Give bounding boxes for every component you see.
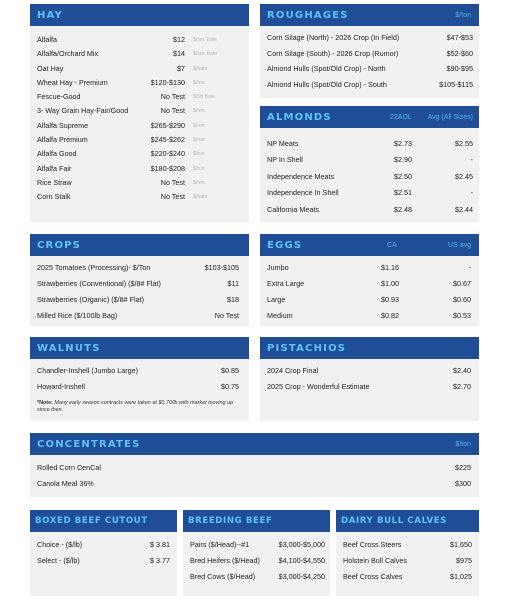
table-row: Alfalfa Good $220-$240 $/ton — [37, 149, 205, 159]
eggs-col2: US avg — [448, 241, 471, 249]
table-row: NP In Shell $2.90 - — [267, 155, 473, 165]
table-row: Fescue-Good No Test $/5ft Bale — [37, 92, 215, 102]
table-row: Corn Silage (South) - 2026 Crop (Rumor) $52-$60 — [267, 48, 473, 58]
table-row: Independence Meats $2.50 $2.45 — [267, 171, 473, 181]
boxed-beef-card — [30, 510, 177, 596]
boxed-beef-header — [30, 510, 177, 532]
table-row: NP Meats $2.73 $2.55 — [267, 139, 473, 148]
crops-header — [30, 234, 249, 256]
concentrates-title: CONCENTRATES — [37, 438, 141, 450]
table-row: 3- Way Grain Hay-Fair/Good No Test $/ton — [37, 106, 205, 116]
table-row: Wheat Hay - Premium $120-$130 $/ton — [37, 77, 205, 87]
concentrates-unit: $/ton — [455, 440, 471, 448]
table-row: Medium $0.82 $0.53 — [267, 311, 471, 320]
walnuts-header — [30, 337, 249, 359]
eggs-title: EGGS — [267, 239, 303, 251]
hay-title: HAY — [37, 9, 63, 21]
table-row: Bred Heifers ($/Head) $4,100-$4,550 — [190, 556, 325, 565]
table-row: Holstein Bull Calves $975 — [343, 556, 472, 565]
dairy-bull-header — [336, 510, 479, 532]
table-row: Alfalfa Premium $245-$262 $/ton — [37, 135, 205, 145]
walnuts-card — [30, 337, 249, 421]
walnuts-note: *Note: Many early season contracts were taken at $0.70/lb with market moving up since then. — [37, 400, 233, 413]
table-row: Jumbo $1.16 - — [267, 263, 471, 272]
table-row: Alfalfa $12 $/sm. bale — [37, 35, 217, 44]
table-row: Choice - ($/lb) $ 3.81 — [37, 540, 170, 549]
crops-card — [30, 234, 249, 326]
almonds-header — [260, 106, 479, 128]
roughages-header — [260, 4, 479, 26]
almonds-col2: Avg (All Sizes) — [427, 113, 473, 121]
table-row: 2025 Crop - Wonderful Estimate $2.70 — [267, 382, 471, 391]
roughages-title: ROUGHAGES — [267, 9, 349, 21]
table-row: 2025 Tomatoes (Processing)- $/Ton $103-$105 — [37, 263, 239, 272]
table-row: Extra Large $1.00 $0.67 — [267, 279, 471, 288]
table-row: Strawberries (Conventional) ($/8# Flat) $11 — [37, 279, 239, 288]
crops-title: CROPS — [37, 239, 82, 251]
breeding-beef-title: BREEDING BEEF — [188, 516, 273, 526]
table-row: Select - ($/lb) $ 3.77 — [37, 556, 170, 565]
boxed-beef-title: BOXED BEEF CUTOUT — [35, 516, 148, 526]
table-row: Rolled Corn CenCal $225 — [37, 463, 471, 472]
almonds-col1: 22AOL — [390, 113, 412, 121]
walnuts-title: WALNUTS — [37, 342, 101, 354]
dairy-bull-card — [336, 510, 479, 596]
table-row: Large $0.93 $0.60 — [267, 295, 471, 304]
table-row: Beef Cross Steers $1,650 — [343, 540, 472, 549]
table-row: Milled Rice ($/100lb Bag) No Test — [37, 311, 239, 320]
pistachios-title: PISTACHIOS — [267, 342, 347, 354]
eggs-card — [260, 234, 479, 326]
table-row: Howard-Inshell $0.75 — [37, 382, 239, 391]
table-row: Alfalfa/Orchard Mix $14 $/sm. bale — [37, 49, 217, 59]
roughages-unit: $/ton — [455, 11, 471, 19]
table-row: Alfalfa Supreme $265-$290 $/ton — [37, 120, 205, 130]
table-row: 2024 Crop Final $2.40 — [267, 366, 471, 375]
table-row: Alfalfa Fair $180-$208 $/ton — [37, 163, 205, 173]
almonds-title: ALMONDS — [267, 111, 332, 123]
table-row: Chandler-Inshell (Jumbo Large) $0.85 — [37, 366, 239, 375]
table-row: Pairs ($/Head)--#1 $3,000-$5,000 — [190, 540, 325, 549]
almonds-card — [260, 106, 479, 222]
table-row: Independence In Shell $2.51 - — [267, 188, 473, 198]
table-row: Almond Hulls (Spot/Old Crop) - South $105-$115 — [267, 79, 473, 89]
eggs-header — [260, 234, 479, 256]
concentrates-card — [30, 433, 479, 497]
table-row: California Meats $2.48 $2.44 — [267, 204, 473, 214]
hay-rows — [30, 33, 249, 205]
table-row: Beef Cross Calves $1,025 — [343, 572, 472, 581]
breeding-beef-header — [183, 510, 330, 532]
roughages-card — [260, 4, 479, 98]
pistachios-card — [260, 337, 479, 421]
hay-card — [30, 4, 249, 222]
table-row: Oat Hay $7 $/bale — [37, 63, 208, 73]
hay-header — [30, 4, 249, 26]
breeding-beef-card — [183, 510, 330, 596]
table-row: Bred Cows ($/Head) $3,000-$4,250 — [190, 572, 325, 581]
table-row: Corn Silage (North) - 2026 Crop (In Field) $47-$53 — [267, 33, 473, 42]
dairy-bull-title: DAIRY BULL CALVES — [341, 516, 447, 526]
table-row: Corn Stalk No Test $/bale — [37, 192, 208, 202]
table-row: Strawberries (Organic) ($/8# Flat) $18 — [37, 295, 239, 304]
concentrates-header — [30, 433, 479, 455]
table-row: Rice Straw No Test $/ton — [37, 177, 205, 187]
pistachios-header — [260, 337, 479, 359]
table-row: Almond Hulls (Spot/Old Crop) - North $90-$95 — [267, 64, 473, 74]
table-row: Canola Meal 36% $300 — [37, 479, 471, 488]
eggs-col1: CA — [387, 241, 397, 249]
